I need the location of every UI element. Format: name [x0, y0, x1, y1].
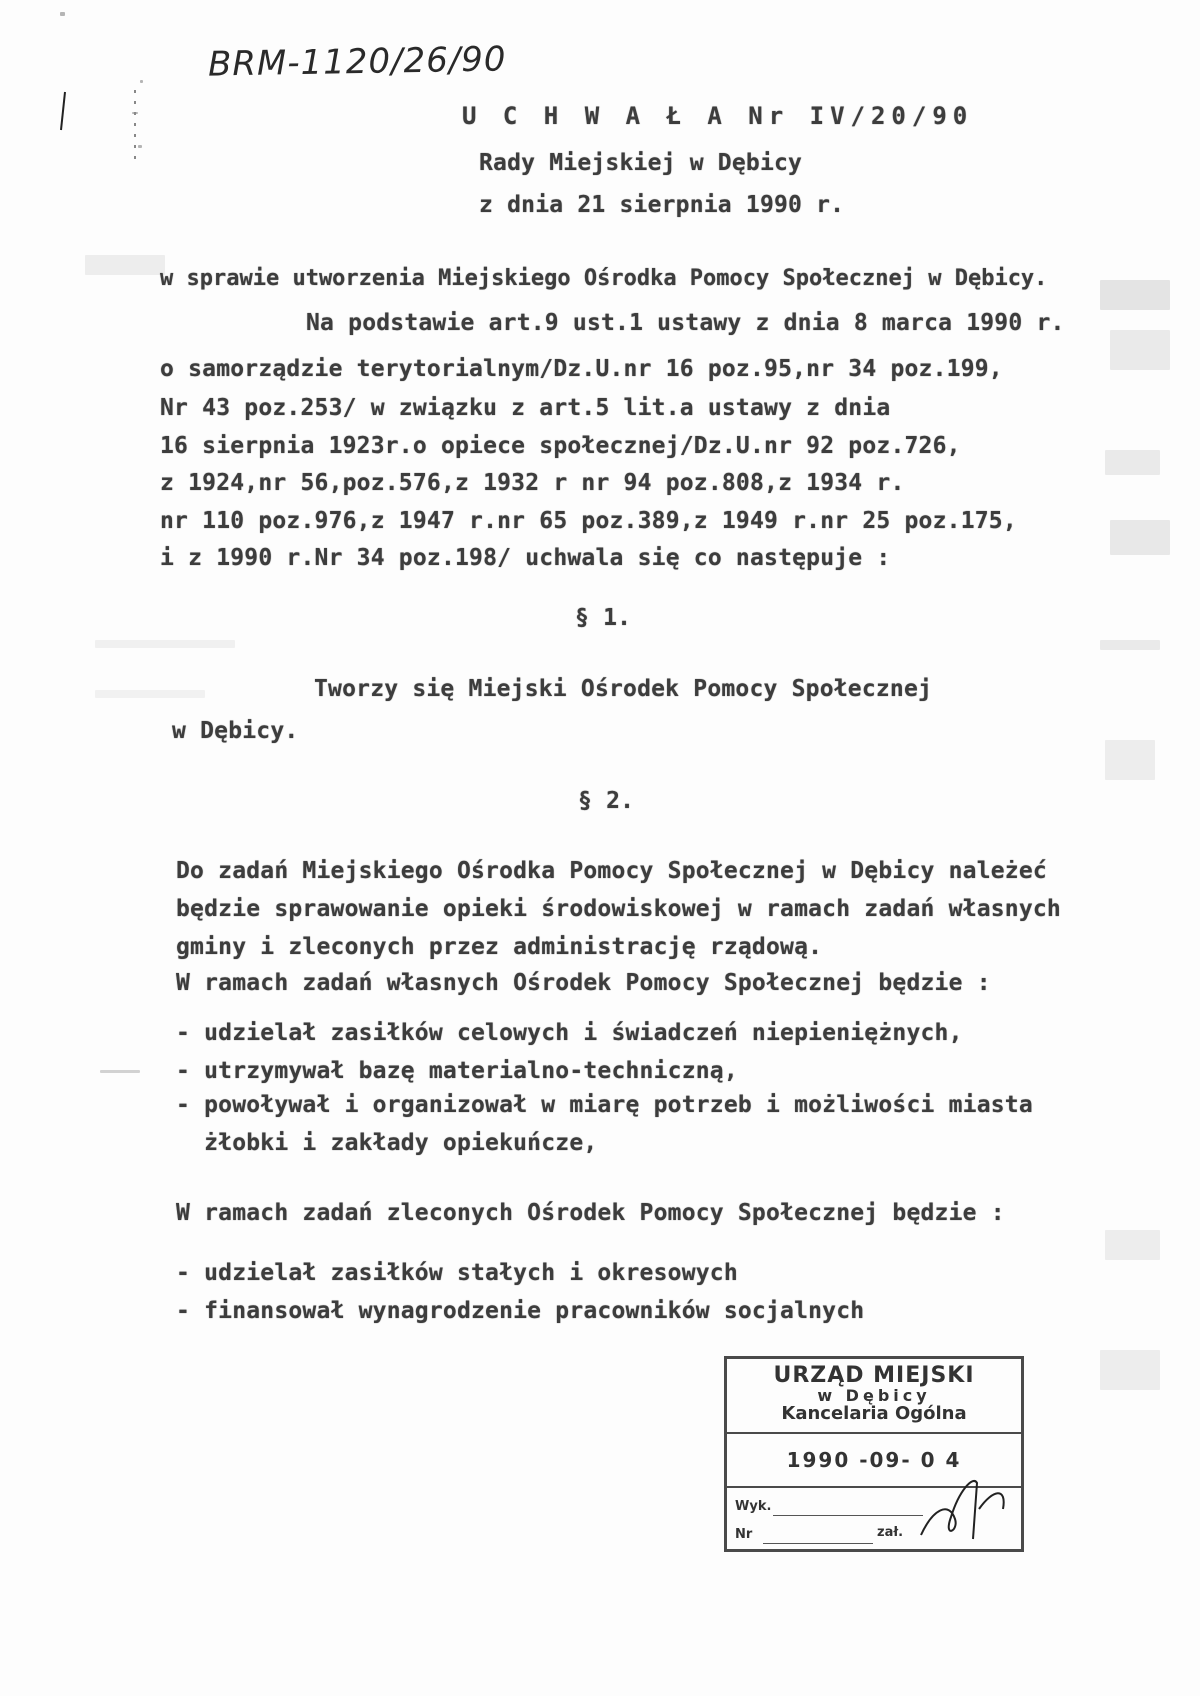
own-task-item: - utrzymywał bazę materialno-techniczną, — [176, 1058, 738, 1084]
stamp-date: 1990 -09- 0 4 — [727, 1432, 1021, 1488]
preamble-line: nr 110 poz.976,z 1947 r.nr 65 poz.389,z 1949 r.nr 25 poz.175, — [160, 508, 1017, 534]
handwritten-reference-number: BRM-1120/26/90 — [207, 39, 507, 85]
scan-speckle — [1100, 280, 1170, 310]
scan-speckle — [100, 1070, 140, 1073]
section-1-line: w Dębicy. — [172, 718, 299, 744]
scan-speckle — [138, 145, 142, 148]
preamble-line: z 1924,nr 56,poz.576,z 1932 r nr 94 poz.808,z 1934 r. — [160, 470, 905, 496]
issuing-body: Rady Miejskiej w Dębicy — [479, 150, 803, 176]
scan-speckle — [1110, 330, 1170, 370]
section-2-intro-line: gminy i zleconych przez administrację rządową. — [176, 934, 823, 960]
section-2-heading: § 2. — [578, 788, 635, 814]
stamp-location: w Dębicy — [817, 1386, 931, 1405]
section-2-intro-line: Do zadań Miejskiego Ośrodka Pomocy Społecznej w Dębicy należeć — [176, 858, 1047, 884]
scan-speckle — [1100, 640, 1160, 650]
own-task-item: żłobki i zakłady opiekuńcze, — [176, 1130, 598, 1156]
scan-speckle — [1105, 740, 1155, 780]
commissioned-task-item: - finansował wynagrodzenie pracowników socjalnych — [176, 1298, 865, 1324]
stamp-office-name: URZĄD MIEJSKI — [773, 1363, 975, 1388]
scan-speckle — [140, 80, 143, 83]
scan-speckle — [60, 12, 65, 16]
scan-speckle — [132, 112, 138, 114]
preamble-line: i z 1990 r.Nr 34 poz.198/ uchwala się co następuje : — [160, 545, 891, 571]
scan-speckle — [95, 690, 205, 698]
margin-mark — [55, 70, 145, 170]
stamp-field-label: zał. — [877, 1525, 904, 1540]
preamble-line: o samorządzie terytorialnym/Dz.U.nr 16 poz.95,nr 34 poz.199, — [160, 356, 1003, 382]
preamble-line: 16 sierpnia 1923r.o opiece społecznej/Dz.U.nr 92 poz.726, — [160, 433, 961, 459]
preamble-line: Nr 43 poz.253/ w związku z art.5 lit.a ustawy z dnia — [160, 395, 891, 421]
scan-speckle — [1105, 1230, 1160, 1260]
stamp-field-label: Nr — [735, 1527, 753, 1542]
section-2-intro-line: W ramach zadań własnych Ośrodek Pomocy Społecznej będzie : — [176, 970, 991, 996]
preamble-line: Na podstawie art.9 ust.1 ustawy z dnia 8 marca 1990 r. — [306, 310, 1065, 336]
stamp-field-label: Wyk. — [735, 1499, 772, 1514]
stamp-department: Kancelaria Ogólna — [781, 1403, 967, 1424]
scan-speckle — [1105, 450, 1160, 475]
stamp-rule — [763, 1543, 873, 1544]
commissioned-task-item: - udzielał zasiłków stałych i okresowych — [176, 1260, 738, 1286]
registry-stamp — [724, 1356, 1024, 1552]
own-task-item: - udzielał zasiłków celowych i świadczeń niepieniężnych, — [176, 1020, 963, 1046]
stamp-rule — [773, 1515, 923, 1516]
scan-speckle — [85, 255, 165, 275]
scan-speckle — [1110, 520, 1170, 555]
document-subject: w sprawie utworzenia Miejskiego Ośrodka Pomocy Społecznej w Dębicy. — [160, 266, 1048, 291]
scan-speckle — [95, 640, 235, 648]
scan-speckle — [1100, 1350, 1160, 1390]
own-task-item: - powoływał i organizował w miarę potrzeb i możliwości miasta — [176, 1092, 1033, 1118]
section-2-intro-line: będzie sprawowanie opieki środowiskowej w ramach zadań własnych — [176, 896, 1061, 922]
document-date: z dnia 21 sierpnia 1990 r. — [479, 192, 845, 218]
document-title: U C H W A Ł A Nr IV/20/90 — [462, 102, 974, 130]
commissioned-tasks-intro: W ramach zadań zleconych Ośrodek Pomocy Społecznej będzie : — [176, 1200, 1005, 1226]
section-1-heading: § 1. — [575, 605, 632, 631]
section-1-line: Tworzy się Miejski Ośrodek Pomocy Społecznej — [314, 676, 933, 702]
